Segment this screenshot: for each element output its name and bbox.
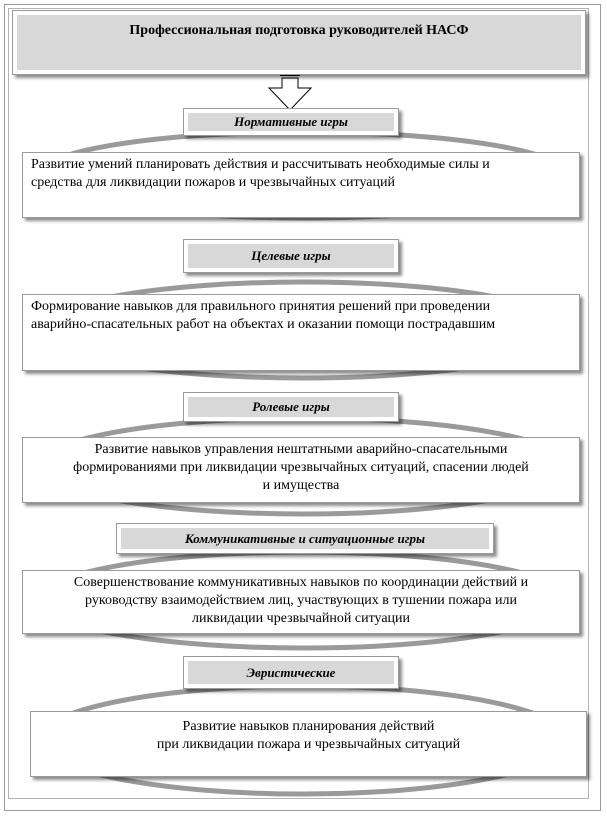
text-line: руководству взаимодействием лиц, участвующих в тушении пожара или bbox=[85, 593, 517, 608]
label-box-communicative bbox=[116, 523, 494, 554]
text-line: Формирование навыков для правильного принятия решений при проведении bbox=[31, 299, 491, 314]
section-label: Нормативные игры bbox=[188, 113, 394, 131]
text-line: Совершенствование коммуникативных навыков по координации действий и bbox=[73, 575, 529, 590]
section-label: Целевые игры bbox=[188, 244, 394, 268]
page-title: Профессиональная подготовка руководителей НАСФ bbox=[17, 15, 581, 70]
text-line: средства для ликвидации пожаров и чрезвычайных ситуаций bbox=[31, 175, 395, 190]
text-box-role bbox=[22, 437, 580, 503]
title-box bbox=[12, 10, 586, 75]
text-line: и имущества bbox=[262, 478, 340, 493]
text-line: ликвидации чрезвычайной ситуации bbox=[191, 611, 411, 626]
text-line: формированиями при ликвидации чрезвычайных ситуаций, спасении людей bbox=[73, 460, 529, 475]
text-box-heuristic bbox=[30, 711, 587, 777]
label-box-heuristic bbox=[183, 656, 399, 689]
text-line: аварийно-спасательных работ на объектах и оказании помощи пострадавшим bbox=[31, 317, 496, 332]
text-box-target bbox=[22, 294, 580, 371]
text-line: Развитие навыков планирования действий bbox=[182, 719, 435, 734]
section-label: Коммуникативные и ситуационные игры bbox=[121, 528, 489, 549]
label-box-target bbox=[183, 239, 399, 273]
label-box-normative bbox=[183, 108, 399, 136]
text-box-communicative bbox=[22, 570, 580, 634]
section-label: Эвристические bbox=[188, 661, 394, 684]
section-label: Ролевые игры bbox=[188, 397, 394, 417]
label-box-role bbox=[183, 392, 399, 422]
text-line: Развитие навыков управления нештатными аварийно-спасательными bbox=[94, 442, 508, 457]
text-line: Развитие умений планировать действия и рассчитывать необходимые силы и bbox=[31, 157, 490, 172]
text-box-normative bbox=[22, 152, 580, 218]
text-line: при ликвидации пожара и чрезвычайных ситуаций bbox=[156, 737, 461, 752]
